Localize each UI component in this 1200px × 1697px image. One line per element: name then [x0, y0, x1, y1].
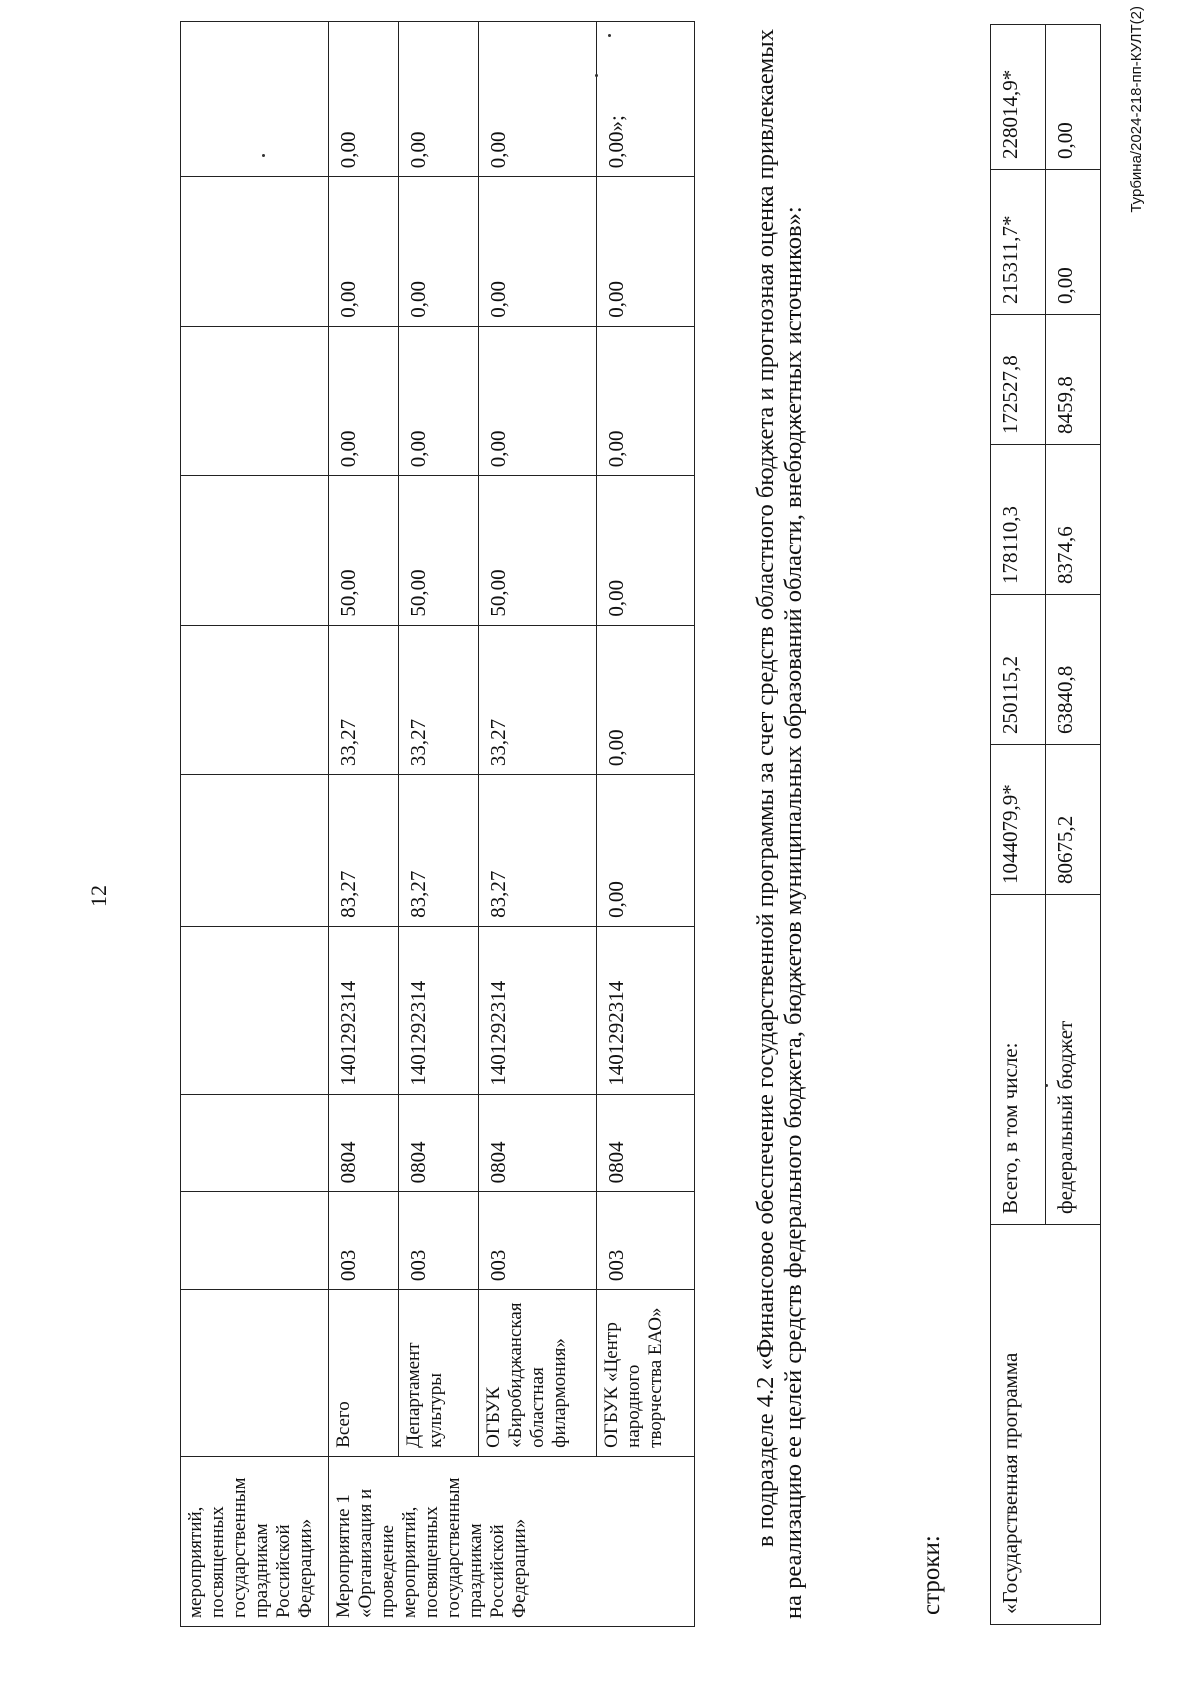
year-value-cell: 0,00 [1046, 170, 1101, 315]
value-cell: 83,27 [329, 775, 399, 927]
value-cell: 0,00 [479, 22, 597, 177]
scan-speck [608, 34, 611, 37]
scan-speck [595, 74, 598, 77]
year-value-cell: 215311,7* [991, 170, 1046, 315]
value-cell: 33,27 [479, 625, 597, 774]
value-cell: 0,00 [597, 177, 695, 326]
grbs-cell: 003 [597, 1192, 695, 1290]
csr-cell: 1401292314 [399, 926, 479, 1094]
value-cell: 0,00»; [597, 22, 695, 177]
value-cell: 0,00 [399, 326, 479, 475]
activities-table [180, 21, 695, 1627]
document-code: Турбина/2024-218-пп-КУЛТ(2) [1128, 6, 1145, 213]
source-cell: Всего, в том числе: [991, 895, 1046, 1225]
value-cell: 50,00 [479, 476, 597, 625]
csr-cell: 1401292314 [597, 926, 695, 1094]
value-cell: 83,27 [399, 775, 479, 927]
value-cell: 50,00 [399, 476, 479, 625]
table-row [991, 25, 1046, 1625]
value-cell: 0,00 [329, 326, 399, 475]
total-cell: 80675,2 [1046, 745, 1101, 895]
year-value-cell: 63840,8 [1046, 595, 1101, 745]
rzpr-cell: 0804 [597, 1094, 695, 1192]
grbs-cell: 003 [399, 1192, 479, 1290]
value-cell: 0,00 [329, 177, 399, 326]
continued-row [181, 22, 329, 1627]
csr-cell: 1401292314 [479, 926, 597, 1094]
scan-speck [1045, 1084, 1048, 1087]
rzpr-cell: 0804 [329, 1094, 399, 1192]
value-cell: 0,00 [597, 476, 695, 625]
value-cell: 0,00 [597, 625, 695, 774]
grbs-cell: 003 [329, 1192, 399, 1290]
table-row [597, 22, 695, 1627]
value-cell: 83,27 [479, 775, 597, 927]
value-cell: 33,27 [399, 625, 479, 774]
value-cell: 0,00 [399, 177, 479, 326]
year-value-cell: 178110,3 [991, 445, 1046, 595]
value-cell: 0,00 [479, 326, 597, 475]
source-cell: федеральный бюджет [1046, 895, 1101, 1225]
value-cell: 0,00 [329, 22, 399, 177]
table-row [399, 22, 479, 1627]
program-name-cell: «Государственная программа [991, 1225, 1101, 1625]
executor-cell: Всего [329, 1290, 399, 1457]
year-value-cell: 228014,9* [991, 25, 1046, 170]
value-cell: 0,00 [597, 326, 695, 475]
rzpr-cell: 0804 [399, 1094, 479, 1192]
paragraph-text: в подразделе 4.2 «Финансовое обеспечение государственной программы за счет средств областного бюджета и прогнозная оценка привлекаемых на реализацию ее целей средств федерального бюджета, бюджетов муниципальных образований области, внебюджетных источников»: [752, 29, 807, 1619]
page-number: 12 [86, 885, 111, 907]
year-value-cell: 172527,8 [991, 315, 1046, 445]
year-value-cell: 8459,8 [1046, 315, 1101, 445]
financing-table [990, 24, 1101, 1625]
executor-cell: Департамент культуры [399, 1290, 479, 1457]
year-value-cell: 250115,2 [991, 595, 1046, 745]
table-row [329, 22, 399, 1627]
year-value-cell: 8374,6 [1046, 445, 1101, 595]
csr-cell: 1401292314 [329, 926, 399, 1094]
table-row [479, 22, 597, 1627]
grbs-cell: 003 [479, 1192, 597, 1290]
executor-cell: ОГБУК «Биробиджанская областная филармония» [479, 1290, 597, 1457]
total-cell: 1044079,9* [991, 745, 1046, 895]
activity-name-cell: мероприятий, посвященных государственным праздникам Российской Федерации» [181, 1456, 329, 1626]
value-cell: 0,00 [479, 177, 597, 326]
executor-cell: ОГБУК «Центр народного творчества ЕАО» [597, 1290, 695, 1457]
measure-name-cell: Мероприятие 1 «Организация и проведение мероприятий, посвященных государственным праздникам Российской Федерации» [329, 1456, 695, 1626]
value-cell: 33,27 [329, 625, 399, 774]
rows-label: строки: [918, 1535, 945, 1615]
value-cell: 0,00 [399, 22, 479, 177]
value-cell: 0,00 [597, 775, 695, 927]
amendment-paragraph [752, 29, 808, 1619]
scan-speck [262, 154, 265, 157]
year-value-cell: 0,00 [1046, 25, 1101, 170]
value-cell: 50,00 [329, 476, 399, 625]
rzpr-cell: 0804 [479, 1094, 597, 1192]
